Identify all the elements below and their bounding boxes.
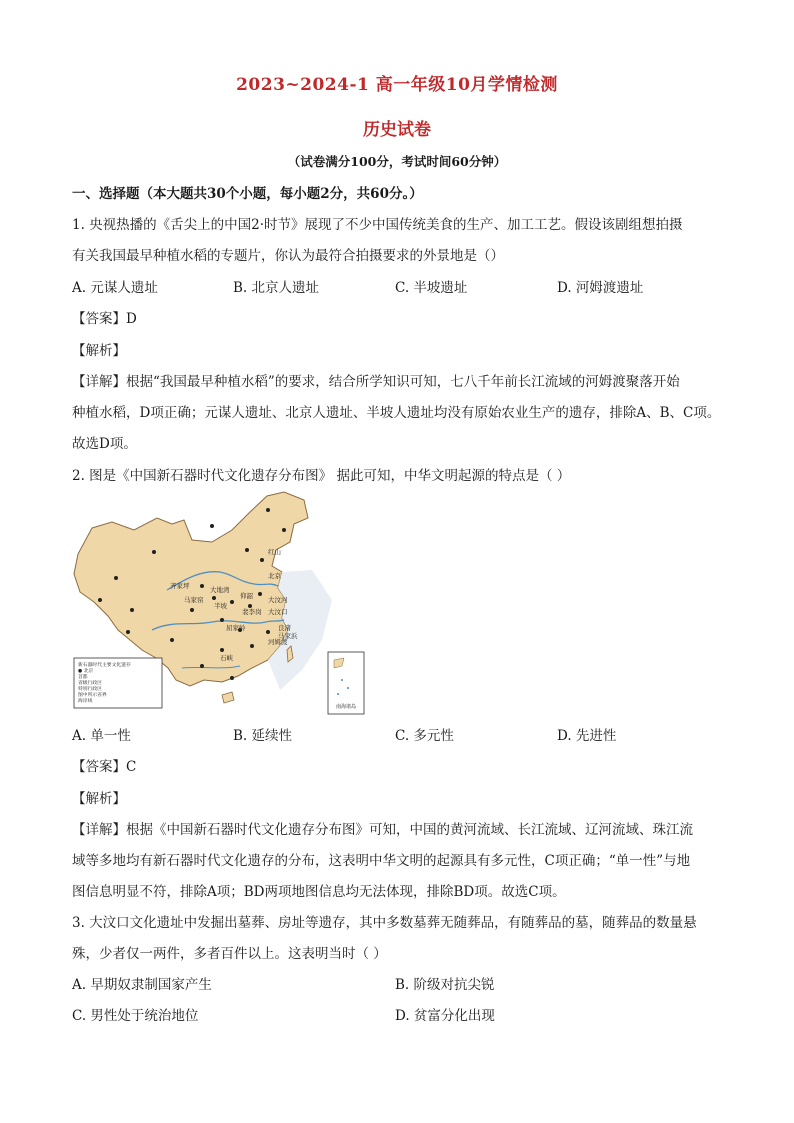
map-label-shixia: 石峡	[220, 654, 233, 662]
q1-detail-line2: 种植水稻，D项正确；元谋人遗址、北京人遗址、半坡人遗址均没有原始农业生产的遗存，排除A、B、C项。	[72, 405, 721, 421]
legend-item-sites: 新石器时代主要文化遗存	[78, 663, 131, 668]
map-label-dawenhe: 大汶河	[268, 596, 288, 604]
map-label-yangshao: 仰韶	[240, 592, 253, 600]
map-label-liangzhu: 良渚	[278, 624, 291, 632]
map-label-banpo: 半坡	[214, 602, 227, 610]
map-label-qijiaping: 齐家坪	[170, 582, 190, 590]
q2-option-d: D. 先进性	[557, 728, 617, 744]
exam-note: （试卷满分100分，考试时间60分钟）	[287, 154, 507, 169]
q1-detail-line1: 【详解】根据“我国最早种植水稻”的要求，结合所学知识可知，七八千年前长江流域的河姆渡聚落开始	[72, 374, 680, 390]
q1-answer: 【答案】D	[72, 311, 137, 327]
map-label-majiabang: 马家浜	[278, 632, 298, 640]
exam-subtitle: 历史试卷	[363, 120, 431, 140]
q3-option-b: B. 阶级对抗尖锐	[395, 977, 495, 993]
q1-option-a: A. 元谋人遗址	[72, 280, 158, 296]
q2-analysis-label: 【解析】	[72, 791, 126, 807]
map-label-hongshan: 红山	[268, 548, 281, 556]
q2-option-a: A. 单一性	[72, 728, 131, 744]
legend-item-province: 省级行政区	[78, 681, 102, 686]
hainan-island	[222, 692, 234, 703]
q1-stem-line1: 1. 央视热播的《舌尖上的中国2·时节》展现了不少中国传统美食的生产、加工工艺。假设该剧组想拍摄	[72, 217, 683, 233]
q3-option-c: C. 男性处于统治地位	[72, 1008, 199, 1024]
q2-stem-line1: 2. 图是《中国新石器时代文化遗存分布图》 据此可知，中华文明起源的特点是（ ）	[72, 468, 571, 484]
q2-answer: 【答案】C	[72, 759, 137, 775]
q3-stem-line2: 殊，少者仅一两件，多者百件以上。这表明当时（ ）	[72, 946, 387, 962]
map-label-majiayao: 马家窑	[184, 596, 204, 604]
q2-detail-line2: 域等多地均有新石器时代文化遗存的分布，这表明中华文明的起源具有多元性，C项正确；“单一性”与地	[72, 853, 691, 869]
exam-title: 2023~2024-1 高一年级10月学情检测	[236, 75, 558, 95]
legend-item-sar: 特别行政区	[78, 687, 102, 692]
q1-option-c: C. 半坡遗址	[395, 280, 468, 296]
q1-detail-line3: 故选D项。	[72, 436, 137, 452]
map-label-beijing: 北京	[268, 572, 281, 580]
q3-option-a: A. 早期奴隶制国家产生	[72, 977, 212, 993]
map-label-qujialing: 屈家岭	[226, 624, 246, 632]
legend-item-boundary: 图中所示省界	[78, 693, 107, 698]
map-label-hemudu: 河姆渡	[268, 638, 288, 646]
section-heading: 一、选择题（本大题共30个小题，每小题2分，共60分。）	[72, 186, 423, 202]
legend-item-beijing: ● 北京	[78, 669, 94, 674]
inset-label: 南海诸岛	[336, 704, 357, 710]
legend-item-capital: 首都	[78, 675, 88, 680]
q2-detail-line3: 图信息明显不符，排除A项；BD两项地图信息均无法体现，排除BD项。故选C项。	[72, 884, 566, 900]
legend-item-coastline: 海岸线	[78, 699, 93, 704]
q2-option-c: C. 多元性	[395, 728, 454, 744]
q1-analysis-label: 【解析】	[72, 343, 126, 359]
map-label-peiligang: 裴李岗	[242, 608, 262, 616]
q3-option-d: D. 贫富分化出现	[395, 1008, 495, 1024]
map-legend	[74, 658, 162, 708]
map-label-dawenkou: 大汶口	[268, 608, 288, 616]
q1-option-d: D. 河姆渡遗址	[557, 280, 644, 296]
neolithic-map	[72, 490, 368, 718]
south-china-sea-inset	[328, 652, 364, 714]
map-label-dadiwan: 大地湾	[210, 586, 230, 594]
q1-stem-line2: 有关我国最早种植水稻的专题片，你认为最符合拍摄要求的外景地是（）	[72, 248, 504, 264]
q2-detail-line1: 【详解】根据《中国新石器时代文化遗存分布图》可知，中国的黄河流域、长江流域、辽河流域、珠江流	[72, 822, 693, 838]
q3-stem-line1: 3. 大汶口文化遗址中发掘出墓葬、房址等遗存，其中多数墓葬无随葬品，有随葬品的墓，随葬品的数量悬	[72, 915, 697, 931]
q1-option-b: B. 北京人遗址	[233, 280, 320, 296]
q2-option-b: B. 延续性	[233, 728, 293, 744]
